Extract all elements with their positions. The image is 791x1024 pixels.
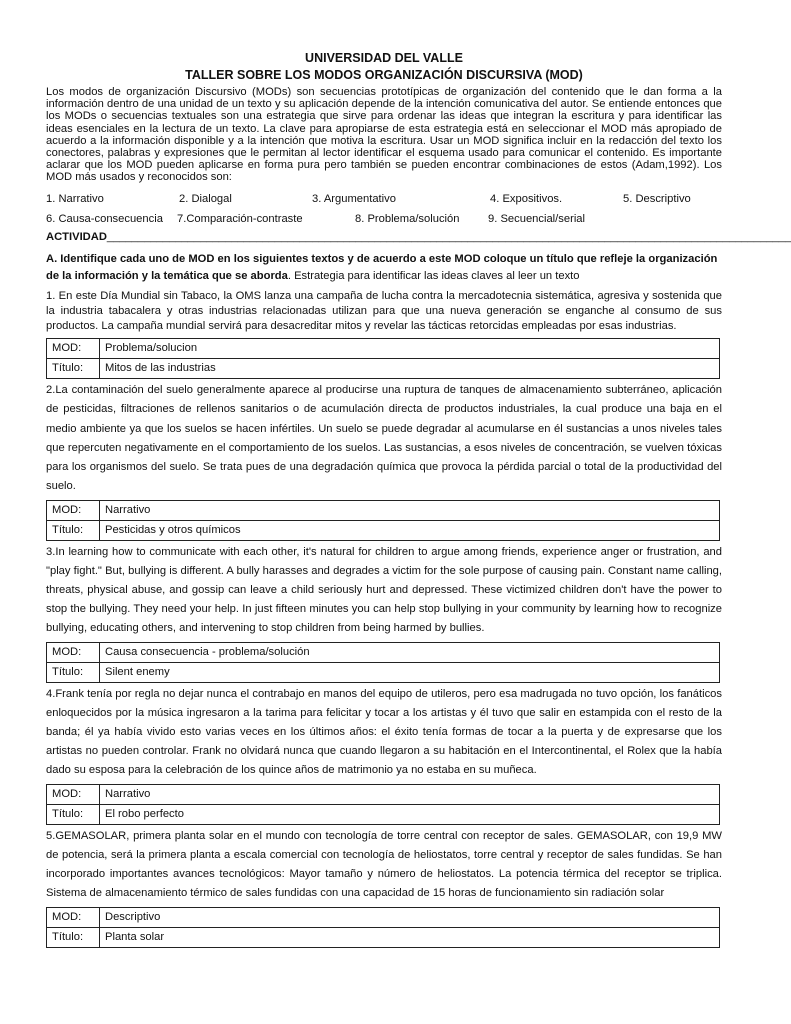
activity-underline: ______________________________________________________________________________________________________________ [106, 230, 791, 243]
answer-table-1 [46, 338, 720, 379]
mod-answer-field[interactable]: Problema/solucion [100, 339, 720, 359]
title-answer-field[interactable]: Planta solar [100, 928, 720, 948]
instruction [46, 251, 722, 285]
mod-list-item: 4. Expositivos. [490, 192, 563, 205]
mod-list-item: 8. Problema/solución [355, 212, 460, 225]
workshop-title: TALLER SOBRE LOS MODOS ORGANIZACIÓN DISCURSIVA (MOD) [185, 68, 583, 82]
title-label: Título: [47, 359, 100, 379]
mod-list-item: 2. Dialogal [179, 192, 232, 205]
answer-table-3 [46, 642, 720, 683]
document-page [46, 0, 791, 948]
title-answer-field[interactable]: Pesticidas y otros químicos [100, 521, 720, 541]
activity-label: ACTIVIDAD [46, 230, 107, 243]
mod-label: MOD: [47, 339, 100, 359]
mod-answer-field[interactable]: Narrativo [100, 501, 720, 521]
mod-list-item: 6. Causa-consecuencia [46, 212, 163, 225]
answer-table-5 [46, 907, 720, 948]
title-answer-field[interactable]: Silent enemy [100, 663, 720, 683]
title-label: Título: [47, 521, 100, 541]
university-title: UNIVERSIDAD DEL VALLE [305, 51, 463, 65]
mod-list-item: 5. Descriptivo [623, 192, 691, 205]
exercise-text-4: 4.Frank tenía por regla no dejar nunca el contrabajo en manos del equipo de utileros, pero esa madrugada no tuvo opción, los fanáticos enloquecidos por la música ingresaron a la tarima para felicitar y tocar a los artistas y él tuvo que salir en estampida con el resto de la banda; él ya había vivido esto varias veces en los últimos años: el éxito tenía formas de tocar a la puerta y de expresarse que los artistas no pueden controlar. Frank no olvidará nunca que cuando llegaron a su habitación en el Intercontinental, el Rolex que la había dado su esposa para la celebración de los quince años de matrimonio ya no estaba en su muñeca. [46, 688, 722, 777]
mod-label: MOD: [47, 908, 100, 928]
mod-list-row-2 [46, 209, 722, 229]
mod-list-row-1 [46, 190, 722, 209]
mod-answer-field[interactable]: Descriptivo [100, 908, 720, 928]
mod-list-item: 3. Argumentativo [312, 192, 396, 205]
mod-list-item: 7.Comparación-contraste [177, 212, 303, 225]
instruction-text: . Estrategia para identificar las ideas claves al leer un texto [287, 269, 580, 282]
exercise-text-5: 5.GEMASOLAR, primera planta solar en el mundo con tecnología de torre central con receptor de sales. GEMASOLAR, con 19,9 MW de potencia, será la primera planta a escala comercial con tecnología de heliostatos, torre central y receptor de sales fundidas. Se han incorporado importantes avances tecnológicos: Mayor tamaño y número de heliostatos. La potencia térmica del receptor se triplica. Sistema de almacenamiento térmico de sales fundidas con una capacidad de 15 horas de funcionamiento sin radiación solar [46, 830, 722, 900]
exercise-text-2: 2.La contaminación del suelo generalmente aparece al producirse una ruptura de tanques de almacenamiento subterráneo, aplicación de pesticidas, filtraciones de rellenos sanitarios o de acumulación directa de productos industriales, la cual produce una baja en el medio ambiente ya que los suelos se hacen infértiles. Un suelo se puede degradar al acumularse en él sustancias a unos niveles tales que repercuten negativamente en el comportamiento de los suelos. Las sustancias, a esos niveles de concentración, se vuelven tóxicas para los organismos del suelo. Se trata pues de una degradación química que provoca la pérdida parcial o total de la productividad del suelo. [46, 384, 722, 493]
instruction-bold: A. Identifique cada uno de MOD en los siguientes textos y de acuerdo a este MOD coloque un título que refleje la organización de la información y la temática que se aborda [46, 252, 718, 282]
intro-paragraph: Los modos de organización Discursivo (MODs) son secuencias prototípicas de organización del contenido que le dan forma a la información dentro de una unidad de un texto y su aplicación depende de la intención comunicativa del autor. Se entiende entonces que los MODs o secuencias textuales son una estrategia que sirve para ordenar las ideas que integran la escritura y para identificar las ideas esenciales en la lectura de un texto. La clave para apropiarse de esta estrategia está en seleccionar el MOD más apropiado de acuerdo a la información disponible y a la intención que motiva la escritura. Usar un MOD significa incluir en la redacción del texto los conectores, palabras y expresiones que le permitan al lector identificar el esquema usado para comunicar el contenido. Es importante aclarar que los MOD pueden aplicarse en forma pura pero también se pueden encontrar combinaciones de estos (Adam,1992). Los MOD más usados y reconocidos son: [46, 86, 722, 184]
title-answer-field[interactable]: El robo perfecto [100, 805, 720, 825]
title-answer-field[interactable]: Mitos de las industrias [100, 359, 720, 379]
title-label: Título: [47, 928, 100, 948]
mod-answer-field[interactable]: Causa consecuencia - problema/solución [100, 643, 720, 663]
answer-table-2 [46, 500, 720, 541]
activity-heading [46, 229, 791, 245]
mod-label: MOD: [47, 501, 100, 521]
mod-list-item: 9. Secuencial/serial [488, 212, 586, 225]
title-label: Título: [47, 663, 100, 683]
mod-label: MOD: [47, 643, 100, 663]
mod-label: MOD: [47, 785, 100, 805]
answer-table-4 [46, 784, 720, 825]
exercise-text-3: 3.In learning how to communicate with each other, it's natural for children to argue among friends, experience anger or frustration, and "play fight." But, bullying is different. A bully harasses and degrades a victim for the sole purpose of causing pain. Constant name calling, threats, physical abuse, and gossip can leave a child seriously hurt and depressed. These victimized children don't have the power to stop the bullying. They need your help. In just fifteen minutes you can help stop bullying in your community by learning how to recognize bullying, educating others, and intervening to stop children from being harmed by bullies. [46, 546, 722, 635]
title-label: Título: [47, 805, 100, 825]
mod-list-item: 1. Narrativo [46, 192, 104, 205]
exercise-text-1: 1. En este Día Mundial sin Tabaco, la OMS lanza una campaña de lucha contra la mercadotecnia sistemática, agresiva y sostenida que la industria tabacalera y otras industrias relacionadas utilizan para que una nueva generación se enganche al consumo de sus productos. La campaña mundial servirá para desacreditar mitos y revelar las tácticas retorcidas empleadas por esas industrias. [46, 289, 722, 333]
mod-answer-field[interactable]: Narrativo [100, 785, 720, 805]
